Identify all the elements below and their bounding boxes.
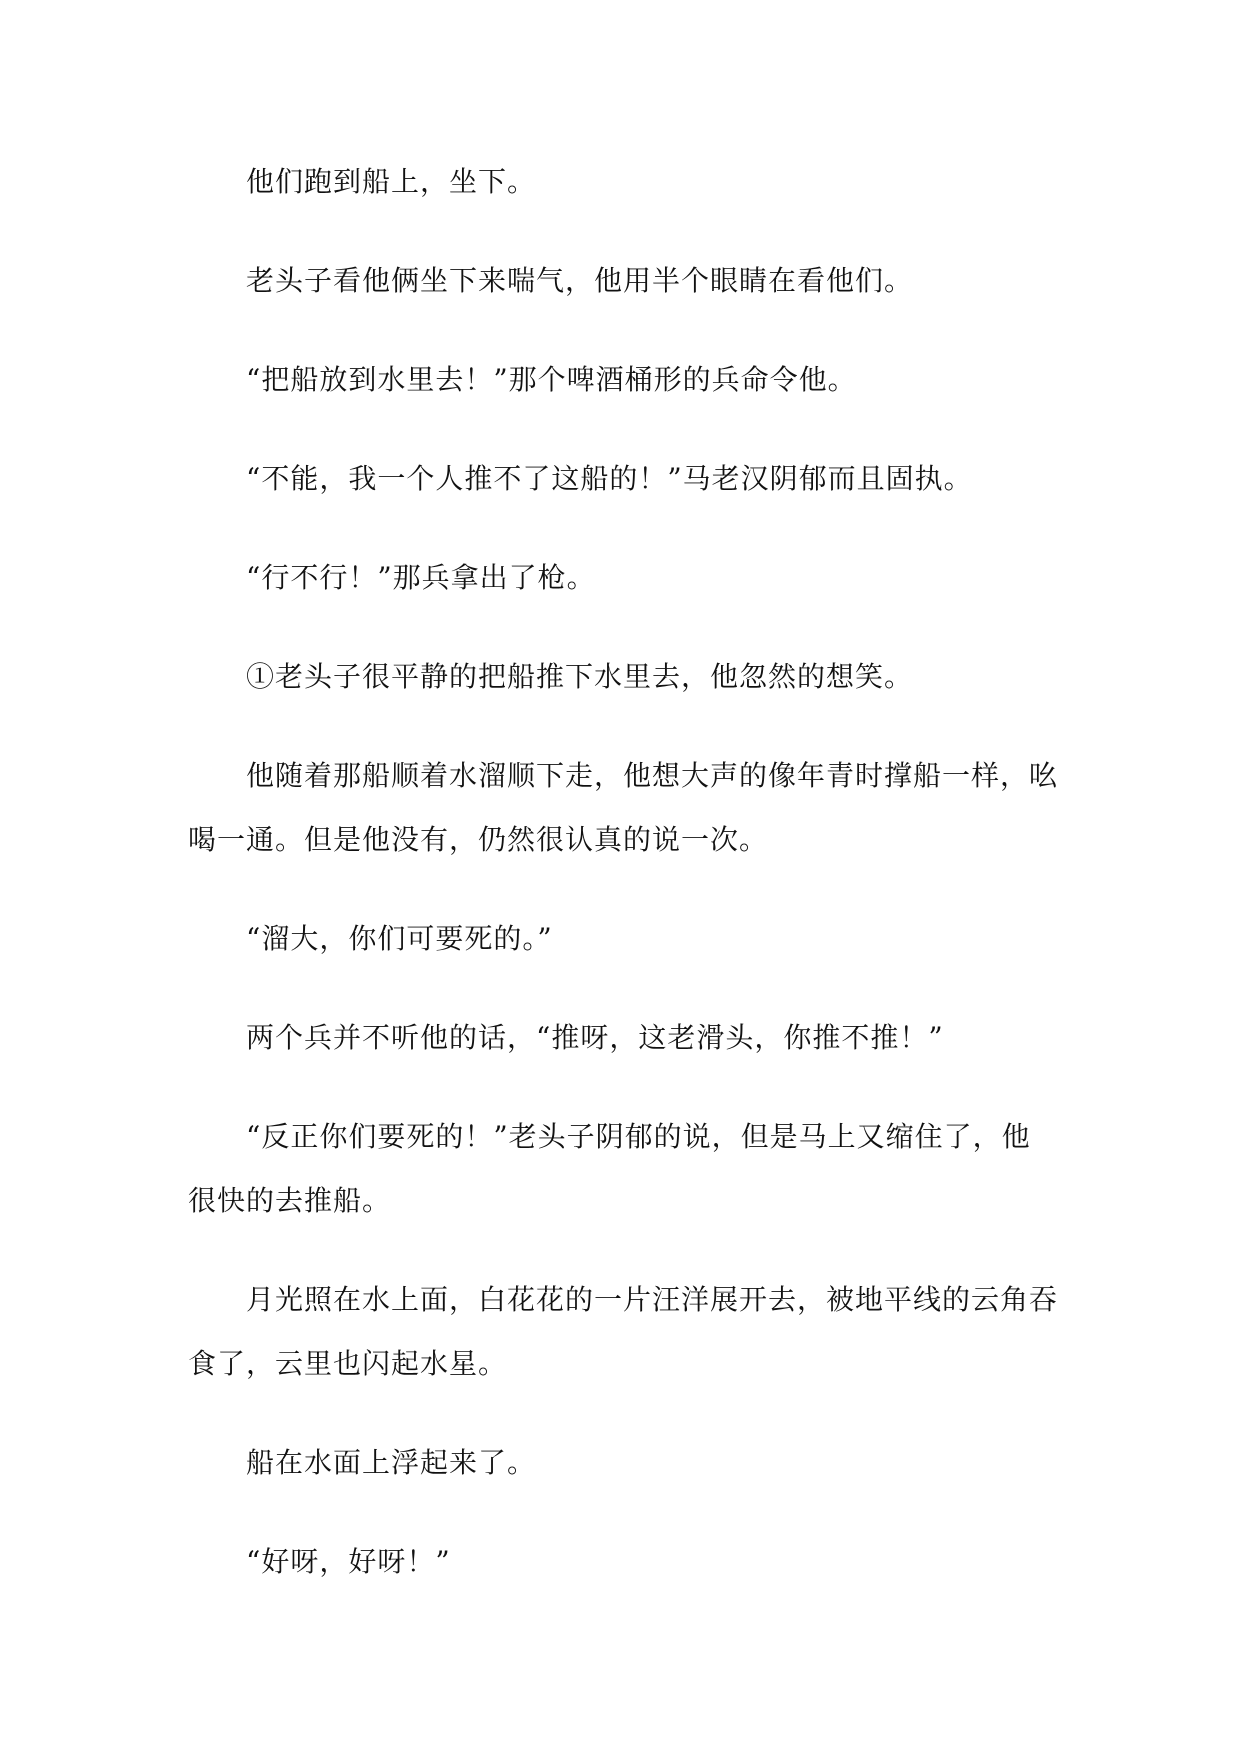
paragraph: “反正你们要死的！”老头子阴郁的说，但是马上又缩住了，他很快的去推船。	[188, 1120, 1031, 1217]
document-body	[188, 150, 1058, 1629]
paragraph: “行不行！”那兵拿出了枪。	[246, 561, 596, 594]
paragraph: 船在水面上浮起来了。	[246, 1446, 537, 1479]
paragraph: 月光照在水上面，白花花的一片汪洋展开去，被地平线的云角吞食了，云里也闪起水星。	[188, 1283, 1059, 1380]
paragraph: 他随着那船顺着水溜顺下走，他想大声的像年青时撑船一样，吆喝一通。但是他没有，仍然很认真的说一次。	[188, 759, 1059, 856]
paragraph: ①老头子很平静的把船推下水里去，他忽然的想笑。	[246, 660, 914, 693]
paragraph: 老头子看他俩坐下来喘气，他用半个眼睛在看他们。	[246, 264, 914, 297]
paragraph: 两个兵并不听他的话，“推呀，这老滑头，你推不推！”	[246, 1021, 944, 1054]
paragraph: “好呀，好呀！”	[246, 1545, 451, 1578]
paragraph: 他们跑到船上，坐下。	[246, 165, 537, 198]
paragraph: “溜大，你们可要死的。”	[246, 922, 553, 955]
paragraph: “把船放到水里去！”那个啤酒桶形的兵命令他。	[246, 363, 857, 396]
paragraph: “不能，我一个人推不了这船的！”马老汉阴郁而且固执。	[246, 462, 973, 495]
